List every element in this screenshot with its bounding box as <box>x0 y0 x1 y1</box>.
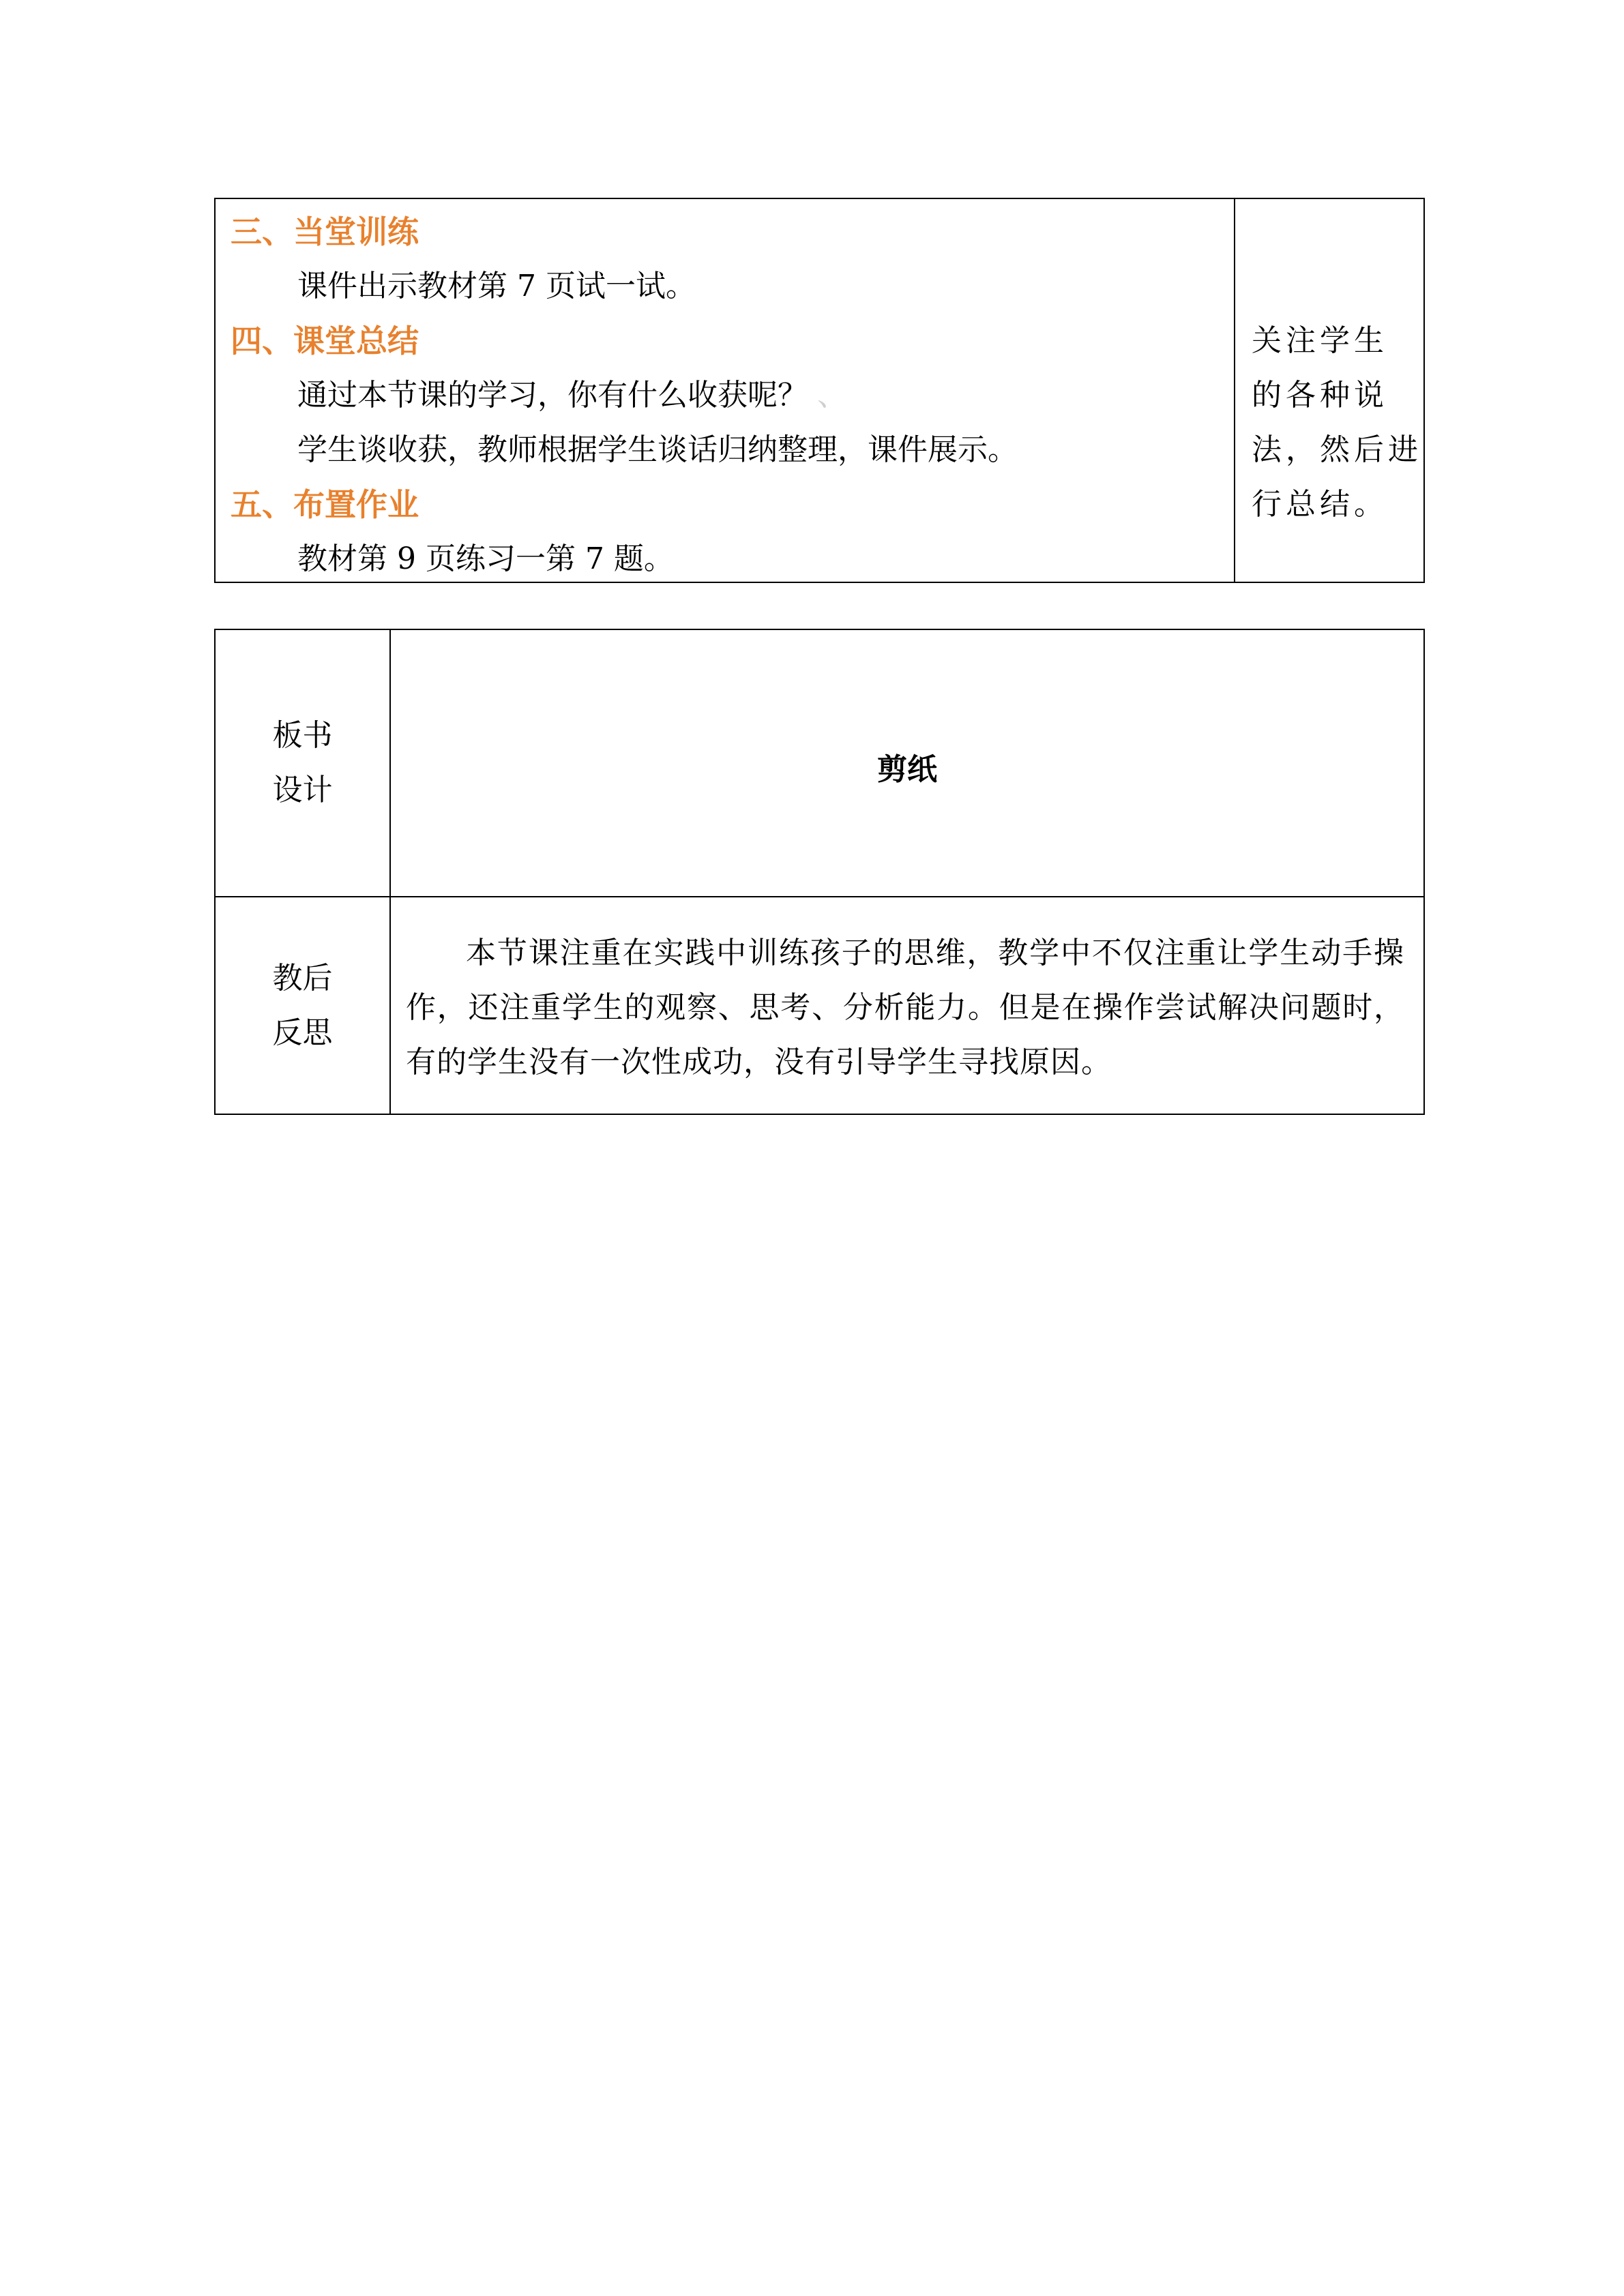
board-design-label-cell <box>216 630 391 896</box>
side-note-cell <box>1235 199 1423 582</box>
reflection-content <box>391 897 1423 1114</box>
board-and-reflection-table <box>214 629 1425 1115</box>
board-title: 剪纸 <box>877 752 937 787</box>
reflection-text: 本节课注重在实践中训练孩子的思维，教学中不仅注重让学生动手操作，还注重学生的观察、思考、分析能力。但是在操作尝试解决问题时，有的学生没有一次性成功，没有引导学生寻找原因。 <box>406 936 1404 1079</box>
lesson-process-table <box>214 198 1425 583</box>
step-text-summary-activity: 学生谈收获，教师根据学生谈话归纳整理，课件展示。 <box>297 432 1018 467</box>
step-text-practice: 课件出示教材第 7 页试一试。 <box>297 269 696 303</box>
lesson-process-cell <box>216 199 1235 582</box>
reflection-label: 教后反思 <box>272 960 333 1050</box>
faint-mark: 、 <box>817 378 847 413</box>
step-text-summary-question: 通过本节课的学习，你有什么收获呢？ 、 <box>297 378 847 413</box>
step-heading-practice: 三、当堂训练 <box>231 213 419 250</box>
side-note-line: 关注学生 <box>1252 323 1388 358</box>
side-note-line: 法，然后进 <box>1252 432 1422 467</box>
step-heading-summary: 四、课堂总结 <box>231 323 419 359</box>
reflection-label-cell <box>216 897 391 1114</box>
board-design-row <box>216 630 1423 897</box>
board-design-content <box>391 630 1423 896</box>
board-design-label: 板书设计 <box>272 718 333 807</box>
side-note-line: 行总结。 <box>1252 487 1388 522</box>
step-text-homework: 教材第 9 页练习一第 7 题。 <box>297 541 674 576</box>
reflection-row <box>216 897 1423 1114</box>
step-heading-homework: 五、布置作业 <box>231 486 419 523</box>
side-note-line: 的各种说 <box>1252 378 1388 413</box>
